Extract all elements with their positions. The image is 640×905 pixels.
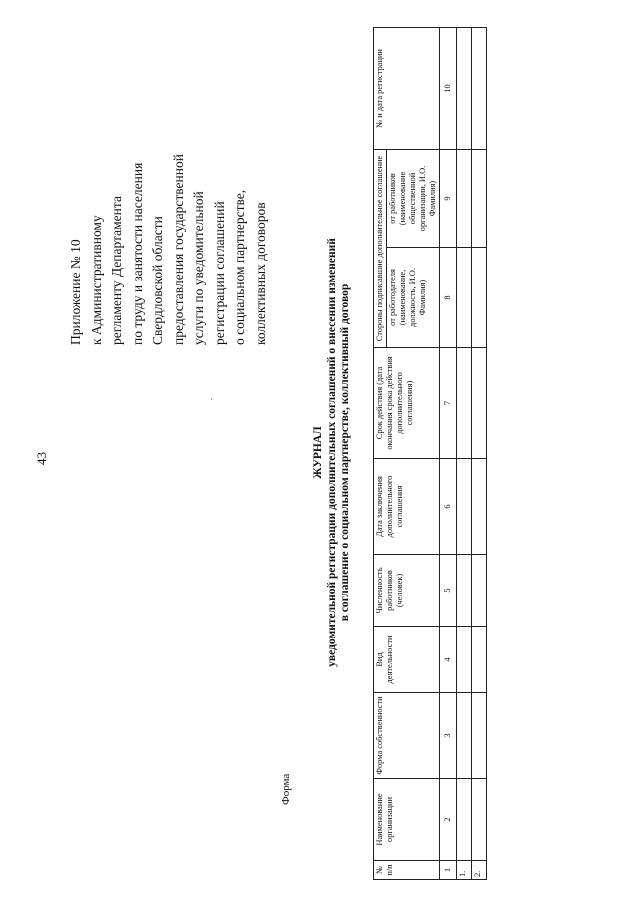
table-cell	[472, 149, 487, 247]
row-number: 2.	[472, 861, 487, 880]
appendix-line: регламенту Департамента	[109, 196, 124, 345]
col-header-validity: Срок действия (дата окончания срока действия дополнительного соглашения)	[374, 348, 440, 459]
registration-journal-table	[373, 27, 487, 880]
column-number: 9	[440, 149, 457, 247]
column-number: 7	[440, 348, 457, 459]
table-cell	[472, 555, 487, 627]
col-header-conclusion-date: Дата заключения дополнительного соглашения	[374, 459, 440, 555]
table-row	[457, 27, 472, 879]
column-number: 4	[440, 627, 457, 693]
journal-title	[312, 0, 353, 905]
appendix-line: по труду и занятости населения	[129, 162, 145, 345]
table-cell	[457, 555, 472, 627]
form-label: Форма	[280, 773, 292, 805]
column-number: 5	[440, 555, 457, 627]
column-number-row	[440, 27, 457, 879]
appendix-line: регистрации соглашений	[211, 201, 227, 345]
table-cell	[457, 693, 472, 779]
appendix-line: услуги по уведомительной	[191, 191, 206, 345]
appendix-line: Приложение № 10	[68, 239, 83, 345]
appendix-line: Свердловской области	[150, 216, 165, 345]
col-header-employees: Численность работников (человек)	[374, 555, 440, 627]
column-number: 8	[440, 248, 457, 348]
title-line-3: в соглашение о социальном партнерстве, коллективный договор	[339, 283, 351, 622]
col-header-parties: Стороны подписавшие дополнительное соглашение	[374, 149, 387, 347]
title-line-2: уведомительной регистрации дополнительных соглашений о внесении изменений	[325, 238, 338, 667]
table-cell	[472, 627, 487, 693]
table-cell	[472, 779, 487, 861]
table-cell	[472, 27, 487, 149]
table-row	[472, 27, 487, 879]
appendix-line: предоставления государственной	[170, 154, 186, 345]
header-row	[374, 27, 387, 879]
column-number: 1	[440, 861, 457, 880]
col-header-reg-number-date: № и дата регистрации	[374, 27, 440, 149]
table-cell	[457, 627, 472, 693]
table-cell	[457, 248, 472, 348]
stray-dot: .	[205, 398, 214, 400]
appendix-block	[66, 55, 271, 345]
table-cell	[472, 459, 487, 555]
col-header-num: № п/п	[374, 861, 440, 880]
table-cell	[457, 459, 472, 555]
column-number: 10	[440, 27, 457, 149]
col-header-employer-side: от работодателя (наименование, должность, И.О. Фамилия)	[387, 248, 440, 348]
table-cell	[457, 149, 472, 247]
col-header-activity: Вид деятельности	[374, 627, 440, 693]
col-header-org-name: Наименование организации	[374, 779, 440, 861]
column-number: 3	[440, 693, 457, 779]
title-line-1: ЖУРНАЛ	[312, 426, 324, 479]
col-header-employee-side: от работников (наименование общественной организации, И.О. Фамилия)	[387, 149, 440, 247]
table-cell	[472, 693, 487, 779]
table-cell	[472, 248, 487, 348]
appendix-line: к Административному	[88, 215, 104, 345]
column-number: 6	[440, 459, 457, 555]
table-cell	[457, 779, 472, 861]
column-number: 2	[440, 779, 457, 861]
table-cell	[457, 27, 472, 149]
table-cell	[472, 348, 487, 459]
page-number: 43	[34, 452, 49, 465]
appendix-line: о социальном партнерстве,	[232, 189, 247, 345]
table-cell	[457, 348, 472, 459]
row-number: 1.	[457, 861, 472, 880]
appendix-line: коллективных договоров	[252, 202, 268, 345]
col-header-ownership: Форма собственности	[374, 693, 440, 779]
